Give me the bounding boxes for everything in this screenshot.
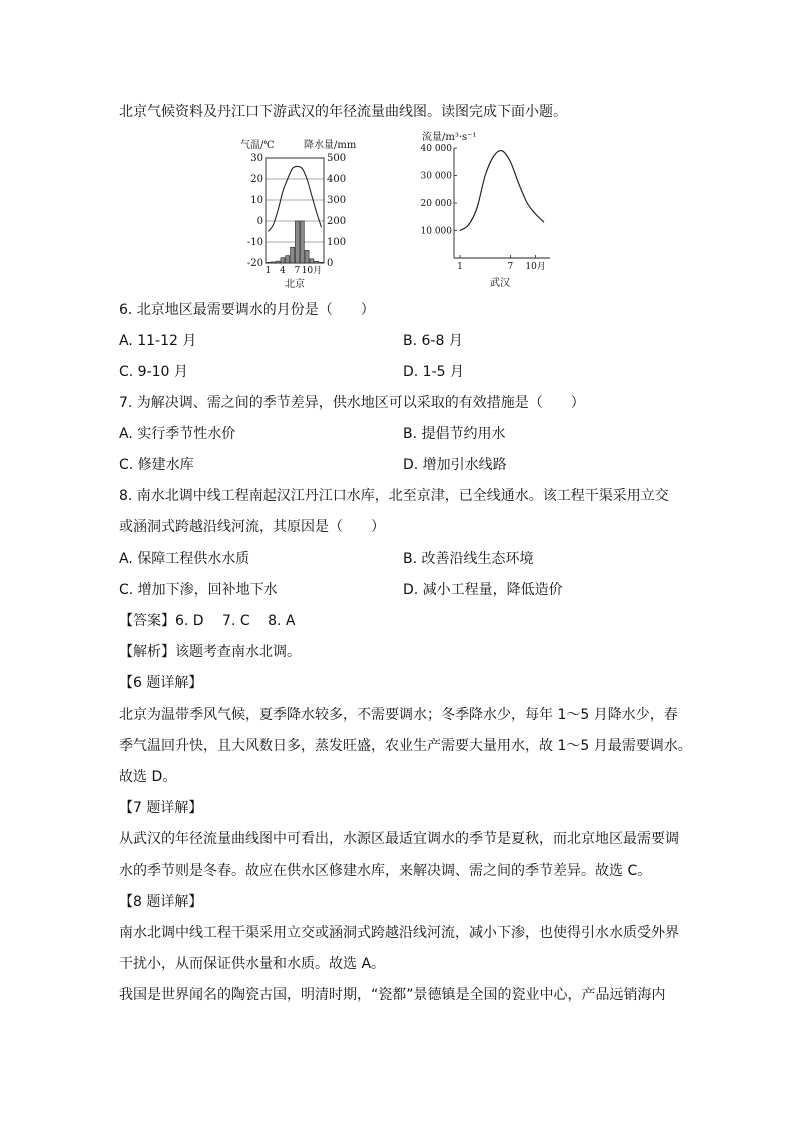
q8-option-a: A. 保障工程供水水质 [119, 551, 250, 567]
bj-precip-bar [315, 261, 319, 263]
wh-runoff-curve [460, 151, 544, 231]
bj-left-tick: -20 [246, 258, 263, 269]
bj-left-tick: 0 [256, 216, 263, 227]
q6-option-d: D. 1-5 月 [403, 364, 464, 380]
detail7-line2: 水的季节则是冬春。故应在供水区修建水库，来解决调、需之间的季节差异。故选 C。 [119, 863, 652, 879]
detail6-line3: 故选 D。 [119, 769, 177, 785]
wh-x-tick: 7 [507, 262, 514, 272]
wuhan-runoff-chart [420, 128, 560, 290]
bj-precip-bar [271, 262, 275, 263]
bj-left-tick: 30 [250, 153, 263, 164]
q8-option-b: B. 改善沿线生态环境 [403, 551, 534, 567]
bj-x-tick: 7 [294, 266, 301, 276]
bj-temperature-curve [268, 166, 321, 231]
wh-x-tick: 1 [457, 262, 463, 272]
bj-plot-area [247, 153, 346, 276]
next-passage-line: 我国是世界闻名的陶瓷古国，明清时期，“瓷都”景德镇是全国的瓷业中心，产品远销海内 [119, 987, 666, 1003]
detail7-heading: 【7 题详解】 [119, 800, 203, 816]
intro-text: 北京气候资料及丹江口下游武汉的年径流量曲线图。读图完成下面小题。 [119, 104, 567, 120]
bj-right-tick: 400 [327, 174, 347, 185]
detail6-heading: 【6 题详解】 [119, 675, 203, 691]
detail7-line1: 从武汉的年径流量曲线图中可看出，水源区最适宜调水的季节是夏秋，而北京地区最需要调 [119, 831, 679, 847]
q7-option-d: D. 增加引水线路 [403, 457, 507, 473]
bj-precip-bar [305, 250, 309, 263]
q8-stem-line2: 或涵洞式跨越沿线河流，其原因是（ ） [119, 519, 385, 535]
wh-x-tick: 10月 [525, 262, 546, 272]
bj-frame [266, 158, 324, 263]
beijing-climate-svg [238, 132, 368, 292]
bj-x-tick: 4 [280, 266, 286, 276]
bj-left-axis-label: 气温/℃ [240, 140, 275, 151]
q7-option-b: B. 提倡节约用水 [403, 426, 506, 442]
bj-right-tick: 0 [327, 258, 334, 269]
answer-line: 【答案】6. D 7. C 8. A [119, 613, 296, 629]
bj-x-label: 北京 [285, 279, 305, 290]
bj-precip-bar [291, 247, 295, 263]
bj-right-tick: 100 [327, 237, 347, 248]
wh-y-tick: 40 000 [420, 144, 452, 154]
q8-stem-line1: 8. 南水北调中线工程南起汉江丹江口水库，北至京津，已全线通水。该工程干渠采用立交 [119, 488, 669, 504]
wh-y-tick: 20 000 [420, 199, 452, 209]
bj-x-tick: 10月 [301, 266, 323, 276]
q6-stem: 6. 北京地区最需要调水的月份是（ ） [119, 302, 375, 318]
detail8-line2: 干扰小，从而保证供水量和水质。故选 A。 [119, 956, 386, 972]
wh-y-tick: 30 000 [420, 171, 452, 182]
wh-y-axis-label: 流量/m³·s⁻¹ [422, 132, 477, 143]
bj-precip-bar [295, 221, 299, 263]
detail6-line1: 北京为温带季风气候，夏季降水较多，不需要调水；冬季降水少，每年 1～5 月降水少，春 [119, 707, 678, 723]
q6-option-c: C. 9-10 月 [119, 364, 188, 380]
q6-option-a: A. 11-12 月 [119, 333, 197, 349]
bj-right-tick: 500 [327, 153, 347, 164]
beijing-climate-chart [238, 132, 368, 292]
bj-right-axis-label: 降水量/mm [304, 140, 357, 151]
detail8-heading: 【8 题详解】 [119, 894, 203, 910]
q6-option-b: B. 6-8 月 [403, 333, 463, 349]
bj-x-tick: 1 [265, 266, 272, 276]
bj-left-tick: 20 [250, 174, 263, 185]
bj-precip-bar [286, 256, 290, 263]
bj-precip-bar [310, 259, 314, 263]
bj-precip-bar [300, 221, 304, 263]
q7-stem: 7. 为解决调、需之间的季节差异，供水地区可以采取的有效措施是（ ） [119, 395, 585, 411]
bj-precip-bar [266, 262, 270, 263]
detail6-line2: 季气温回升快，且大风数日多，蒸发旺盛，农业生产需要大量用水，故 1～5 月最需要调水。 [119, 738, 692, 754]
wh-y-tick: 10 000 [420, 226, 452, 237]
bj-right-tick: 300 [327, 195, 347, 206]
bj-left-tick: -10 [246, 237, 263, 248]
bj-precip-bar [276, 261, 280, 263]
bj-right-tick: 200 [327, 216, 347, 227]
wh-x-label: 武汉 [490, 278, 510, 289]
wh-plot-area [421, 144, 551, 272]
q7-option-a: A. 实行季节性水价 [119, 426, 236, 442]
bj-left-tick: 10 [250, 195, 263, 206]
analysis-line: 【解析】该题考查南水北调。 [119, 644, 301, 660]
q8-option-d: D. 减小工程量，降低造价 [403, 582, 563, 598]
detail8-line1: 南水北调中线工程干渠采用立交或涵洞式跨越沿线河流，减小下渗，也使得引水水质受外界 [119, 925, 679, 941]
bj-precip-bar [281, 258, 285, 263]
bj-precip-bar [320, 262, 324, 263]
wuhan-runoff-svg [420, 128, 560, 290]
q8-option-c: C. 增加下渗，回补地下水 [119, 582, 278, 598]
q7-option-c: C. 修建水库 [119, 457, 194, 473]
